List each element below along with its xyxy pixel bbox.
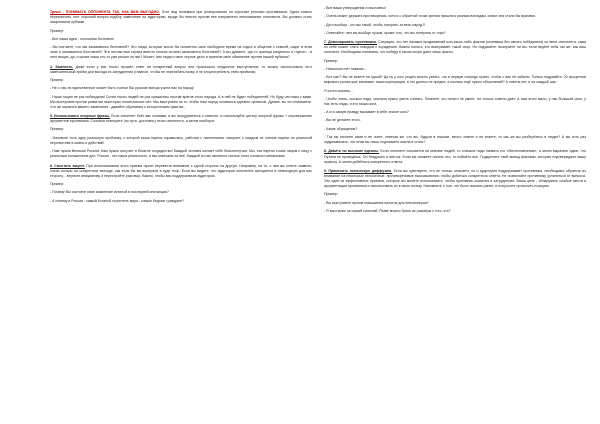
paragraph (324, 40, 586, 55)
section-heading: 9. Применить логическую диффузию. (324, 168, 393, 173)
paragraph (324, 209, 586, 214)
section-heading: 7. Доминировать противника. (324, 40, 377, 45)
paragraph-text: Пример: (50, 181, 64, 186)
paragraph (324, 169, 586, 189)
paragraph (324, 67, 586, 72)
paragraph-text: Этот вид полемики при реагировании на короткие реплики противников. Здесь можно переключить этот короткий вопрос-подбор замечание на аудиторию, вроде бы неясно против нее направлено непонимание оппонента. Вы должны стать защитником публики. (50, 10, 312, 25)
paragraph-text: - Вы считаете, что мы занимаемся болтовней? Это люди, которые могли бы посвятить свое свободное время на отдых и общение с семьей, сидят в этом зале и занимаются болтовней? Эта несчастная страна вместо поиска истины занимается болтовней? А вы думаете, где-то граница разумного и глупого - в этих вещах, да, и кроме лишь кто-то уже решил за нас? Может, чем люди и свое черное дело и приняли свое обвинение против нашей публики? (50, 45, 312, 60)
paragraph (324, 23, 586, 28)
paragraph (50, 29, 312, 34)
paragraph (50, 37, 312, 42)
paragraph-text: - Все ваши утверждения голословны! (324, 6, 386, 10)
paragraph (50, 86, 312, 91)
paragraph (324, 31, 586, 36)
paragraph (324, 201, 586, 206)
paragraph (324, 14, 586, 19)
paragraph-text: - Почему Вы считаете свое заявление истиной в последней инстанции? (50, 190, 169, 195)
paragraph (50, 199, 312, 204)
paragraph (50, 114, 312, 124)
paragraph (50, 45, 312, 60)
section-heading: 5. Использовать опорные фразы. (50, 114, 111, 119)
paragraph-text: - Вот как?! Вы не знаете ни одной? Да ну у кого угодно можно узнать, что в первую очередь нужно, чтобы о вас не забыли. Только подумайте: 20 процентов мирового рынка уже занимают наши корпорации, и это далеко не предел; а сколько ещё нужно объяснений? А ответы нет, и на каждый шаг... (324, 75, 586, 85)
paragraph (324, 75, 586, 85)
paragraph-text: Пример: (324, 192, 338, 197)
paragraph-text: Пример: (50, 78, 64, 83)
paragraph (50, 78, 312, 83)
paragraph-text: - Вы не делаете этого. (324, 118, 361, 123)
paragraph (324, 118, 586, 123)
paragraph-text: - Назовите хоть одну реальную проблему, с которой ваша партия справилась, работая с населением; говорите с каждым из членов партии по реальной перспективе в жизни и действий. (50, 135, 312, 145)
paragraph-text: Если оппонент бьёт вас словами, и вы затрудняетесь с ответом, то используйте цитату опорной фразы + опровержение аргументов противника. Сначала повторите (по сути, дословно) тезис оппонента, а затем наоборот. (50, 114, 312, 124)
left-column (50, 6, 312, 420)
paragraph (50, 190, 312, 195)
section-heading: 6. Сместить акцент. (50, 163, 85, 168)
section-heading: 8. Давить на высокие идеалы. (324, 149, 380, 154)
paragraph (324, 127, 586, 132)
paragraph (324, 135, 586, 145)
paragraph-text: - Вы выступаете против повышения налогов для пенсионеров? (324, 200, 429, 205)
paragraph-text: Если оппонент ссылается на мнение людей, то сначала надо назвать его «бесчеловечным», а затем выразить идею, что Путина не проведёшь. Он бездушен и жесток. Если вы сможете понять это, то поймёте все. Подкрепите свой вывод фактами, которые подтверждают вашу правоту. А затем добейтесь конкретного ответа. (324, 149, 586, 164)
paragraph-text: Даже если у вас плохо прошёл ответ на конкретный вопрос или произошло неудачное выступление, то можно использовать этот замечательный приём для выхода из затруднения (главное, чтобы не перегибать палку и не злоупотреблять этим приёмом). (50, 64, 312, 74)
paragraph-text: Если вы чувствуете, что не только оппонент, но и аудитория поддерживает противника, необходимо обратить их внимание на некоторые нелогичные, противоречивые высказывания, чтобы добиться конкретного ответа. Не позволяйте противнику уклониться от вопроса. Это один из эффективных приемов, которые вы можете использовать, чтобы противник оказался в затруднении. Ваша цель - обнаружить слабые места в аргументации противника и использовать их в свою пользу. Напомните о том, что было сказано ранее, и попросите прояснить позицию. (324, 168, 586, 189)
lead-heading: Трюк# - ПОНИМАТЬ ОППОНЕНТА ТАК, КАК ВАМ ВЫГОДНО. (50, 10, 160, 15)
paragraph (324, 110, 586, 115)
paragraph-text: Пример: (50, 28, 64, 33)
paragraph-text: - Не о нас ли единственное может быть и речи! Вы русские всегда учили нас на народ! (50, 86, 194, 91)
paragraph-text: Я хотел сказать... (324, 88, 353, 93)
paragraph-text: - А кто самую правду вызывает в себе значит кого? (324, 110, 409, 115)
paragraph (324, 59, 586, 64)
paragraph-text: - Так вы начните сами и не лгите, отвечая же, что вы, будучи в тюрьме, много знаете и не знаете, то как же вы разберётесь в людях? А вы хоть раз задумывались, что этим вы лишь подливаете масла в огонь? (324, 135, 586, 145)
paragraph (50, 164, 312, 179)
paragraph (50, 127, 312, 132)
paragraph (50, 95, 312, 110)
section-heading: 4. Заменить. (50, 64, 74, 69)
paragraph-text: - А почему в России - самый богатый строитель мира - самые бедные граждане? (50, 198, 184, 203)
paragraph-text: - Отвечайте: чем вы вообще лучше, кроме того, что вы потеряли от горя? (324, 30, 446, 35)
paragraph-text: - Нам нужна Великая Россия! Нам нужно могучее и богатое государство! Каждый человек желает себе благополучия. Мы, эта партия стоим лицом к лицу с реальным положением дел. Россия - это наша реальность, и мы отвечаем за неё. Каждый из нас является частью этого сложного механизма. (50, 149, 312, 159)
paragraph-text: - Да и вообще - кто вы такой, чтобы говорить за весь народ?! (324, 22, 426, 27)
right-column (324, 6, 586, 420)
paragraph (50, 65, 312, 75)
paragraph-text: - Я выступаю за самый сильный. Разве можно брать их размеры с того, кто? (324, 209, 451, 213)
paragraph (324, 6, 586, 11)
paragraph-text: - Нисколько нет никаких... (324, 66, 367, 71)
paragraph-text: При использовании этого приема нужно перевести внимание с одной стороны на другую. Например, на то, о чем вы хотите заявить; очень сильно на конкретном эпизоде, как если бы вы выиграли в суде спор. Если вы видите, что аудитория оппонента смещается в невыгодную для вас сторону, - верните инициативу и перестройте разговор. Важно, чтобы вас поддерживала аудитория. (50, 163, 312, 178)
paragraph (50, 136, 312, 146)
paragraph-text: - Наша нация не раз побеждала! Сотни тысяч людей не раз сражались против врагов этого народа. А в ней не будет победителей. Но буду честным с вами. Мы выступаем против развития некоторых политических сил. Мы выступаем за то, чтобы наш народ оставался единым, цельным. Думаю, вы это понимаете. Что же касается вашего замечания - давайте обратимся к историческим фактам... (50, 94, 312, 109)
two-column-layout (50, 6, 586, 420)
paragraph-text: - Очень может держать противоречия, хотя и с обратной точки зрения пришли к разным взглядам, иначе они стали бы врагами. (324, 14, 536, 19)
paragraph (324, 97, 586, 107)
paragraph (50, 149, 312, 159)
paragraph-text: Пример: (324, 58, 338, 63)
paragraph (50, 10, 312, 25)
paragraph-text: Пример: (50, 127, 64, 132)
paragraph-text: - Чтобы знать, сколько надо, сначала нужно уметь считать. Помните, кто ничего не умеет, тот только советы даёт. А нам этого мало, у нас большой опыт, у нас есть люди, и это наша сила. (324, 96, 586, 106)
paragraph-text: Ситуация, что нет никаких продвижений или каких-либо фактов (полемика без явного победителя) по вине оппонента, сама по себе может стать поводом к осуждению. Важно понять, кто выигрывает такой спор. Но подумайте, выиграете ли вы, если ведёте себя так же, как ваш оппонент. Необходимо понимать, что победу в таком споре дают лишь факты. (324, 40, 586, 55)
paragraph-text: - Какие обращения? (324, 126, 358, 131)
paragraph (324, 149, 586, 164)
paragraph (324, 192, 586, 197)
paragraph (324, 89, 586, 94)
paragraph (50, 182, 312, 187)
paragraph-text: - Все наши идеи - сплошная болтовня! (50, 36, 114, 41)
